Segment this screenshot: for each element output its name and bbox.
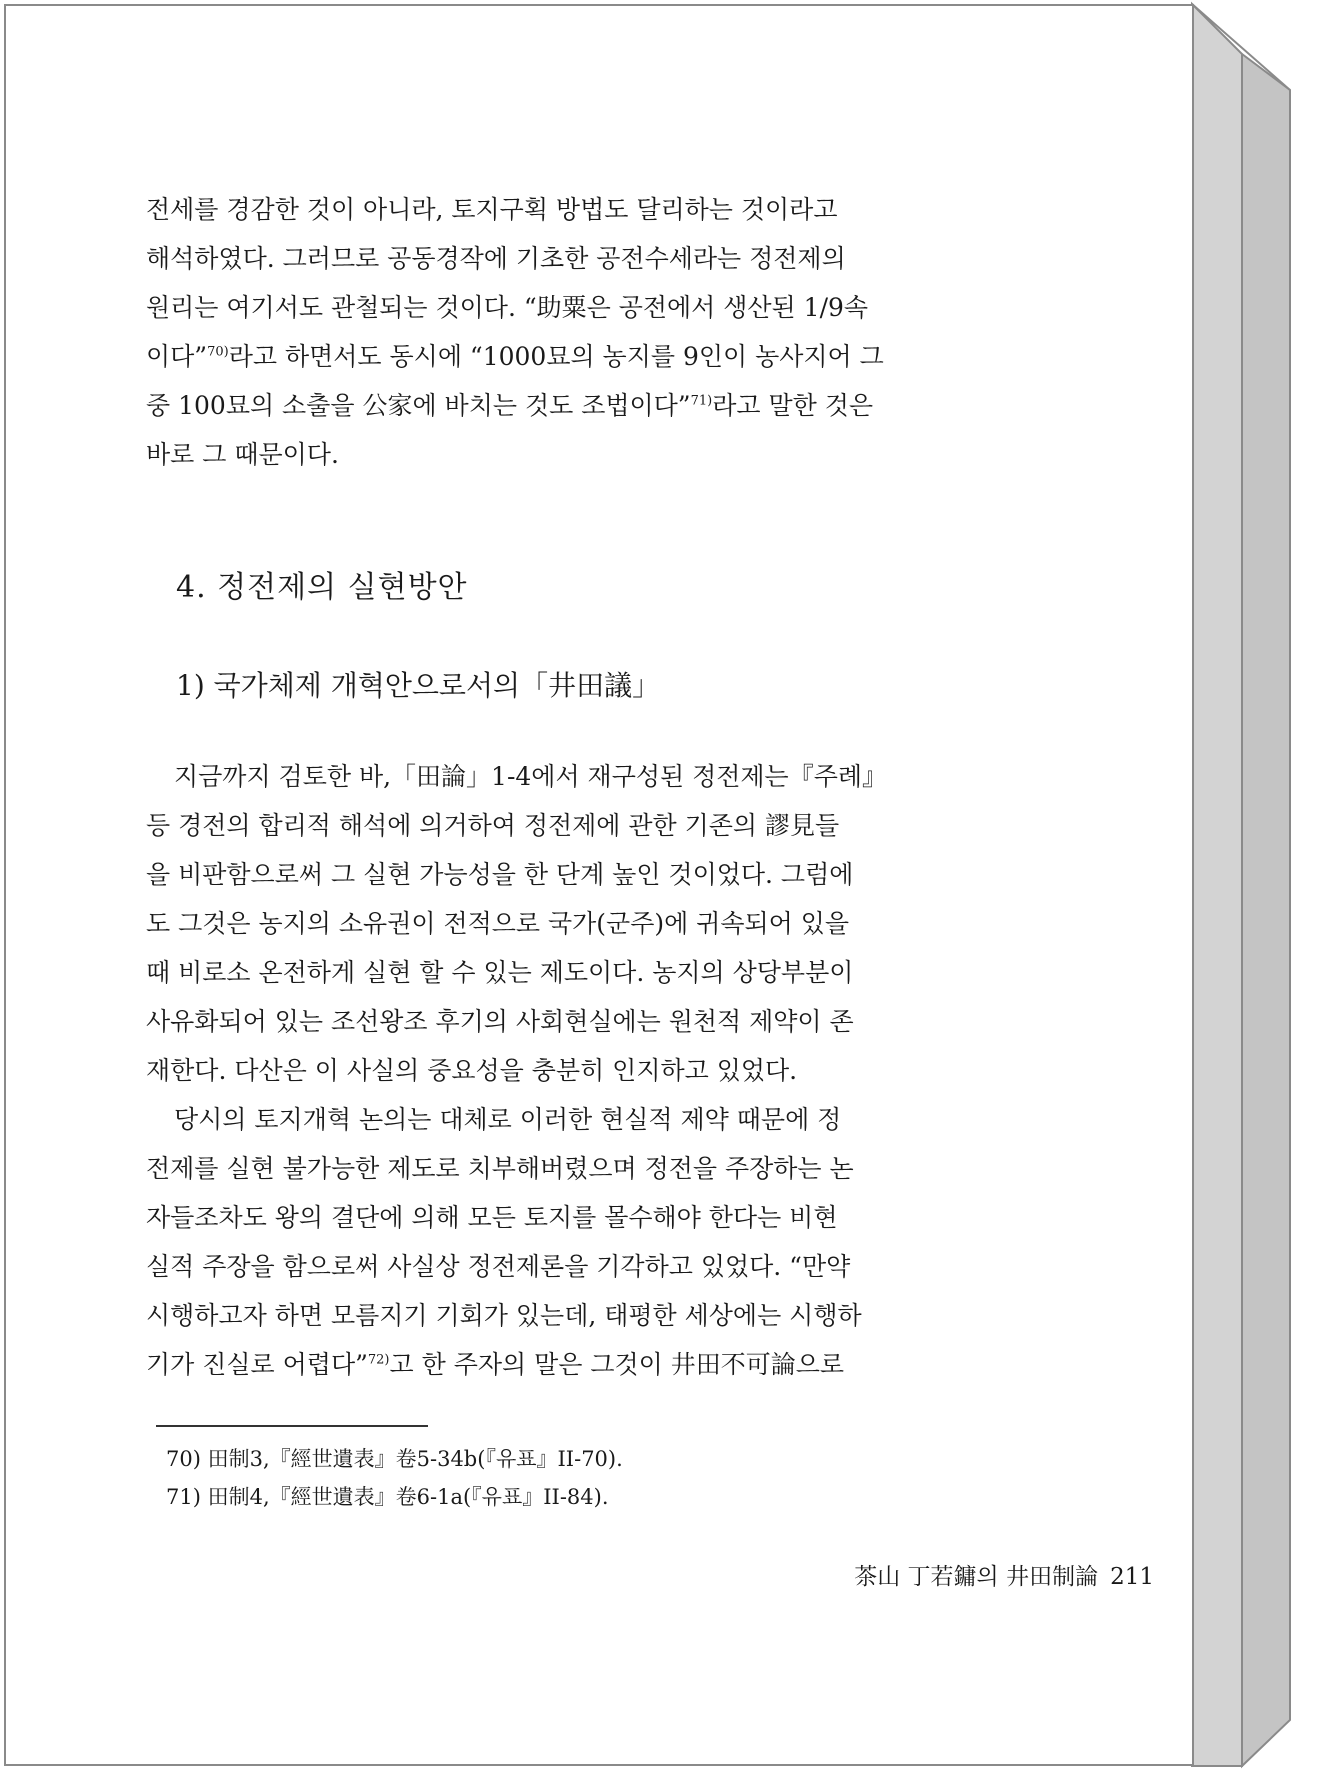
text-line: 도 그것은 농지의 소유권이 전적으로 국가(군주)에 귀속되어 있을: [146, 909, 850, 938]
footnote-71: 71) 田制4,『經世遺表』卷6-1a(『유표』II-84).: [166, 1485, 609, 1509]
footnote-divider: [156, 1425, 428, 1427]
text-line: 등 경전의 합리적 해석에 의거하여 정전제에 관한 기존의 謬見들: [146, 811, 840, 840]
text-line: [146, 381, 1016, 430]
text-line: 자들조차도 왕의 결단에 의해 모든 토지를 몰수해야 한다는 비현: [146, 1203, 838, 1232]
running-footer: [854, 1558, 1154, 1591]
page-number: 211: [1110, 1564, 1154, 1590]
text-line: 전제를 실현 불가능한 제도로 치부해버렸으며 정전을 주장하는 논: [146, 1154, 854, 1183]
text-line: 해석하였다. 그러므로 공동경작에 기초한 공전수세라는 정전제의: [146, 244, 846, 273]
text-span: 고 한 주자의 말은 그것이 井田不可論으로: [389, 1350, 845, 1379]
footnotes: [166, 1440, 986, 1516]
text-line: [146, 332, 1016, 381]
text-line: 원리는 여기서도 관철되는 것이다. “助粟은 공전에서 생산된 1/9속: [146, 293, 869, 322]
footnote-ref-71[interactable]: 71): [690, 393, 713, 409]
text-line: 시행하고자 하면 모름지기 기회가 있는데, 태평한 세상에는 시행하: [146, 1301, 862, 1330]
body-paragraph: [146, 752, 1016, 1389]
section-title: 4. 정전제의 실현방안: [176, 570, 468, 605]
text-line: 실적 주장을 함으로써 사실상 정전제론을 기각하고 있었다. “만약: [146, 1252, 851, 1281]
text-line: 전세를 경감한 것이 아니라, 토지구획 방법도 달리하는 것이라고: [146, 195, 838, 224]
text-line: 때 비로소 온전하게 실현 할 수 있는 제도이다. 농지의 상당부분이: [146, 958, 854, 987]
text-span: 기가 진실로 어렵다”: [146, 1350, 368, 1379]
text-line: 바로 그 때문이다.: [146, 440, 339, 469]
text-span: 라고 말한 것은: [712, 391, 874, 420]
intro-paragraph: [146, 185, 1016, 479]
text-line: 재한다. 다산은 이 사실의 중요성을 충분히 인지하고 있었다.: [146, 1056, 798, 1085]
text-line: 을 비판함으로써 그 실현 가능성을 한 단계 높인 것이었다. 그럼에: [146, 860, 854, 889]
footnote-70: 70) 田制3,『經世遺表』卷5-34b(『유표』II-70).: [166, 1447, 623, 1471]
text-line: 지금까지 검토한 바,「田論」1-4에서 재구성된 정전제는『주례』: [174, 762, 887, 791]
footnote-ref-72[interactable]: 72): [367, 1352, 390, 1368]
text-line: 사유화되어 있는 조선왕조 후기의 사회현실에는 원천적 제약이 존: [146, 1007, 854, 1036]
text-span: 중 100묘의 소출을 公家에 바치는 것도 조법이다”: [146, 391, 691, 420]
footnote-ref-70[interactable]: 70): [207, 344, 229, 360]
subsection-title: 1) 국가체제 개혁안으로서의「井田議」: [176, 669, 661, 702]
footer-title: 茶山 丁若鏞의 井田制論: [854, 1564, 1099, 1590]
text-line: [146, 1340, 1016, 1389]
text-line: 당시의 토지개혁 논의는 대체로 이러한 현실적 제약 때문에 정: [174, 1105, 842, 1134]
text-span: 이다”: [146, 342, 208, 371]
text-span: 라고 하면서도 동시에 “1000묘의 농지를 9인이 농사지어 그: [228, 342, 884, 371]
